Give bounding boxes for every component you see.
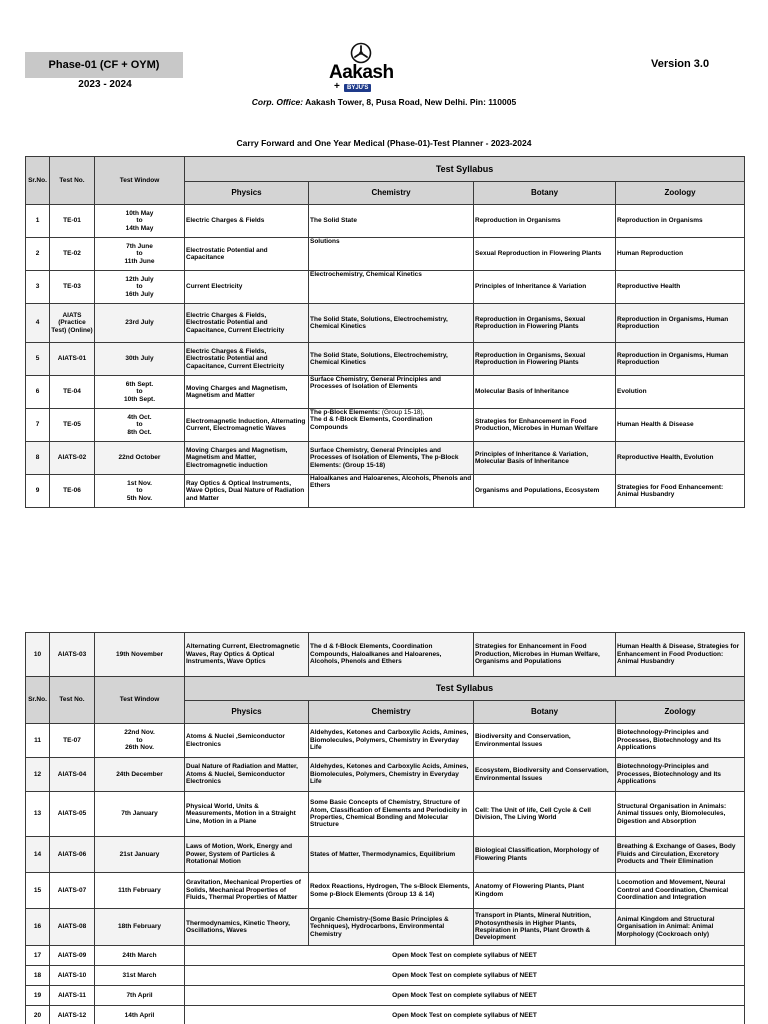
cell-botany: Organisms and Populations, Ecosystem <box>474 475 616 508</box>
cell-srno: 16 <box>26 909 50 946</box>
cell-srno: 10 <box>26 633 50 677</box>
cell-window: 19th November <box>95 633 185 677</box>
cell-window: 22nd October <box>95 442 185 475</box>
col-test-window: Test Window <box>95 157 185 205</box>
cell-chemistry: The d & f-Block Elements, Coordination Compounds, Haloalkanes and Haloarenes, Alcohols, Phenols and Ethers <box>309 633 474 677</box>
cell-test-no: AIATS-05 <box>50 792 95 837</box>
corporate-address <box>0 97 768 107</box>
planner-title: Carry Forward and One Year Medical (Phase-01)-Test Planner - 2023-2024 <box>236 138 532 148</box>
col-srno: Sr.No. <box>26 157 50 205</box>
cell-zoology: Reproduction in Organisms, Human Reproduction <box>616 304 745 343</box>
cell-zoology: Breathing & Exchange of Gases, Body Fluids and Circulation, Excretory Products and Their Elimination <box>616 837 745 873</box>
cell-srno: 11 <box>26 724 50 758</box>
aakash-logo <box>320 42 410 94</box>
cell-test-no: AIATS-09 <box>50 946 95 966</box>
cell-test-no: AIATS-07 <box>50 873 95 909</box>
cell-botany: Strategies for Enhancement in Food Production, Microbes in Human Welfare <box>474 409 616 442</box>
cell-zoology: Human Reproduction <box>616 238 745 271</box>
table-row <box>26 238 745 271</box>
cell-botany: Ecosystem, Biodiversity and Conservation, Environmental Issues <box>474 758 616 792</box>
cell-physics: Electromagnetic Induction, Alternating Current, Electromagnetic Waves <box>185 409 309 442</box>
cell-zoology: Evolution <box>616 376 745 409</box>
cell-srno: 14 <box>26 837 50 873</box>
cell-test-no: AIATS-02 <box>50 442 95 475</box>
cell-srno: 2 <box>26 238 50 271</box>
cell-mock-syllabus: Open Mock Test on complete syllabus of NEET <box>185 966 745 986</box>
cell-window: 1st Nov. to 5th Nov. <box>95 475 185 508</box>
cell-chemistry: The Solid State, Solutions, Electrochemistry, Chemical Kinetics <box>309 304 474 343</box>
cell-chemistry: Redox Reactions, Hydrogen, The s-Block Elements, Some p-Block Elements (Group 13 & 14) <box>309 873 474 909</box>
cell-chemistry: The p-Block Elements: (Group 15-18), The d & f-Block Elements, Coordination Compounds <box>309 409 474 442</box>
cell-window: 24th December <box>95 758 185 792</box>
cell-botany: Reproduction in Organisms, Sexual Reproduction in Flowering Plants <box>474 304 616 343</box>
cell-window: 23rd July <box>95 304 185 343</box>
table-row <box>26 758 745 792</box>
cell-mock-syllabus: Open Mock Test on complete syllabus of NEET <box>185 986 745 1006</box>
col-physics: Physics <box>185 701 309 724</box>
cell-test-no: AIATS-08 <box>50 909 95 946</box>
cell-physics: Electrostatic Potential and Capacitance <box>185 238 309 271</box>
table-row <box>26 304 745 343</box>
cell-test-no: AIATS-10 <box>50 966 95 986</box>
corp-office-address: Aakash Tower, 8, Pusa Road, New Delhi. Pin: 110005 <box>305 97 517 107</box>
cell-chemistry: The Solid State <box>309 205 474 238</box>
cell-window: 10th May to 14th May <box>95 205 185 238</box>
cell-srno: 5 <box>26 343 50 376</box>
cell-srno: 15 <box>26 873 50 909</box>
cell-test-no: AIATS-06 <box>50 837 95 873</box>
col-test-window: Test Window <box>95 677 185 724</box>
cell-test-no: AIATS-12 <box>50 1006 95 1024</box>
col-botany: Botany <box>474 701 616 724</box>
cell-botany: Reproduction in Organisms <box>474 205 616 238</box>
col-botany: Botany <box>474 182 616 205</box>
cell-chemistry: Surface Chemistry, General Principles and Processes of Isolation of Elements, The p-Block Elements: (Group 15-18) <box>309 442 474 475</box>
cell-zoology: Human Health & Disease <box>616 409 745 442</box>
cell-physics: Moving Charges and Magnetism, Magnetism and Matter <box>185 376 309 409</box>
col-test-syllabus: Test Syllabus <box>185 157 745 182</box>
table-row <box>26 409 745 442</box>
cell-srno: 13 <box>26 792 50 837</box>
cell-physics: Dual Nature of Radiation and Matter, Atoms & Nuclei, Semiconductor Electronics <box>185 758 309 792</box>
cell-srno: 20 <box>26 1006 50 1024</box>
col-test-no: Test No. <box>50 157 95 205</box>
cell-botany: Sexual Reproduction in Flowering Plants <box>474 238 616 271</box>
cell-zoology: Strategies for Food Enhancement: Animal Husbandry <box>616 475 745 508</box>
test-planner-table-2 <box>25 632 745 1024</box>
cell-window: 30th July <box>95 343 185 376</box>
cell-botany: Reproduction in Organisms, Sexual Reproduction in Flowering Plants <box>474 343 616 376</box>
table-row <box>26 633 745 677</box>
col-srno: Sr.No. <box>26 677 50 724</box>
cell-chemistry: Electrochemistry, Chemical Kinetics <box>309 271 474 304</box>
cell-srno: 4 <box>26 304 50 343</box>
cell-physics: Physical World, Units & Measurements, Motion in a Straight Line, Motion in a Plane <box>185 792 309 837</box>
cell-botany: Principles of Inheritance & Variation <box>474 271 616 304</box>
table-row <box>26 1006 745 1024</box>
col-chemistry: Chemistry <box>309 182 474 205</box>
cell-botany: Anatomy of Flowering Plants, Plant Kingdom <box>474 873 616 909</box>
cell-botany: Strategies for Enhancement in Food Production, Microbes in Human Welfare, Organisms and Populations <box>474 633 616 677</box>
cell-window: 21st January <box>95 837 185 873</box>
cell-window: 31st March <box>95 966 185 986</box>
cell-physics: Electric Charges & Fields, Electrostatic Potential and Capacitance, Current Electricity <box>185 343 309 376</box>
cell-zoology: Reproduction in Organisms <box>616 205 745 238</box>
cell-physics: Atoms & Nuclei ,Semiconductor Electronics <box>185 724 309 758</box>
cell-srno: 18 <box>26 966 50 986</box>
cell-zoology: Structural Organisation in Animals: Animal tissues only, Biomolecules, Digestion and Absorption <box>616 792 745 837</box>
corp-office-label: Corp. Office: <box>251 97 304 107</box>
cell-zoology: Biotechnology-Principles and Processes, Biotechnology and Its Applications <box>616 758 745 792</box>
logo-plus: + <box>334 81 340 92</box>
cell-srno: 9 <box>26 475 50 508</box>
col-zoology: Zoology <box>616 182 745 205</box>
cell-physics: Current Electricity <box>185 271 309 304</box>
cell-test-no: AIATS-03 <box>50 633 95 677</box>
cell-test-no: AIATS-11 <box>50 986 95 1006</box>
cell-test-no: TE-06 <box>50 475 95 508</box>
cell-chemistry: Some Basic Concepts of Chemistry, Structure of Atom, Classification of Elements and Periodicity in Properties, Chemical Bonding and Molecular Structure <box>309 792 474 837</box>
cell-chemistry: States of Matter, Thermodynamics, Equilibrium <box>309 837 474 873</box>
cell-zoology: Biotechnology-Principles and Processes, Biotechnology and Its Applications <box>616 724 745 758</box>
cell-botany: Principles of Inheritance & Variation, Molecular Basis of Inheritance <box>474 442 616 475</box>
cell-test-no: AIATS-01 <box>50 343 95 376</box>
cell-window: 6th Sept. to 10th Sept. <box>95 376 185 409</box>
cell-test-no: TE-05 <box>50 409 95 442</box>
col-test-syllabus: Test Syllabus <box>185 677 745 701</box>
table-row <box>26 205 745 238</box>
table-row <box>26 271 745 304</box>
cell-window: 7th June to 11th June <box>95 238 185 271</box>
table-row <box>26 873 745 909</box>
cell-srno: 3 <box>26 271 50 304</box>
cell-test-no: TE-07 <box>50 724 95 758</box>
cell-window: 22nd Nov. to 26th Nov. <box>95 724 185 758</box>
cell-test-no: AIATS-04 <box>50 758 95 792</box>
cell-physics: Ray Optics & Optical Instruments, Wave Optics, Dual Nature of Radiation and Matter <box>185 475 309 508</box>
table-row <box>26 343 745 376</box>
logo-wordmark: Aakash <box>329 62 394 83</box>
cell-physics: Alternating Current, Electromagnetic Waves, Ray Optics & Optical Instruments, Wave Optics <box>185 633 309 677</box>
table-row <box>26 792 745 837</box>
academic-year: 2023 - 2024 <box>78 79 132 90</box>
cell-test-no: TE-02 <box>50 238 95 271</box>
table-row <box>26 376 745 409</box>
cell-chemistry: Solutions <box>309 238 474 271</box>
cell-srno: 6 <box>26 376 50 409</box>
table-row <box>26 837 745 873</box>
table-row <box>26 966 745 986</box>
col-zoology: Zoology <box>616 701 745 724</box>
cell-zoology: Reproduction in Organisms, Human Reproduction <box>616 343 745 376</box>
cell-physics: Electric Charges & Fields, Electrostatic Potential and Capacitance, Current Electricity <box>185 304 309 343</box>
logo-byjus: BYJU'S <box>344 84 371 92</box>
cell-botany: Cell: The Unit of life, Cell Cycle & Cell Division, The Living World <box>474 792 616 837</box>
col-test-no: Test No. <box>50 677 95 724</box>
cell-window: 4th Oct. to 8th Oct. <box>95 409 185 442</box>
cell-botany: Transport in Plants, Mineral Nutrition, Photosynthesis in Higher Plants, Respiration in Plants, Plant Growth & Development <box>474 909 616 946</box>
col-physics: Physics <box>185 182 309 205</box>
cell-window: 24th March <box>95 946 185 966</box>
cell-window: 7th January <box>95 792 185 837</box>
phase-label: Phase-01 (CF + OYM) <box>25 52 183 78</box>
cell-physics: Moving Charges and Magnetism, Magnetism and Matter, Electromagnetic induction <box>185 442 309 475</box>
cell-window: 14th April <box>95 1006 185 1024</box>
cell-test-no: TE-01 <box>50 205 95 238</box>
cell-srno: 19 <box>26 986 50 1006</box>
table-row <box>26 442 745 475</box>
cell-srno: 1 <box>26 205 50 238</box>
cell-chemistry: Surface Chemistry, General Principles and Processes of Isolation of Elements <box>309 376 474 409</box>
cell-chemistry: Aldehydes, Ketones and Carboxylic Acids, Amines, Biomolecules, Polymers, Chemistry in Everyday Life <box>309 758 474 792</box>
cell-physics: Gravitation, Mechanical Properties of Solids, Mechanical Properties of Fluids, Thermal Properties of Matter <box>185 873 309 909</box>
cell-zoology: Reproductive Health <box>616 271 745 304</box>
cell-chemistry: Haloalkanes and Haloarenes, Alcohols, Phenols and Ethers <box>309 475 474 508</box>
cell-botany: Biodiversity and Conservation, Environmental Issues <box>474 724 616 758</box>
cell-window: 11th February <box>95 873 185 909</box>
version-label: Version 3.0 <box>651 58 710 70</box>
test-planner-table-1 <box>25 156 745 508</box>
cell-zoology: Reproductive Health, Evolution <box>616 442 745 475</box>
cell-botany: Molecular Basis of Inheritance <box>474 376 616 409</box>
cell-test-no: AIATS (Practice Test) (Online) <box>50 304 95 343</box>
cell-zoology: Animal Kingdom and Structural Organisation in Animal: Animal Morphology (Cockroach only) <box>616 909 745 946</box>
cell-window: 12th July to 16th July <box>95 271 185 304</box>
cell-srno: 8 <box>26 442 50 475</box>
cell-zoology: Locomotion and Movement, Neural Control and Coordination, Chemical Coordination and Integration <box>616 873 745 909</box>
cell-mock-syllabus: Open Mock Test on complete syllabus of NEET <box>185 1006 745 1024</box>
table-row <box>26 724 745 758</box>
cell-botany: Biological Classification, Morphology of Flowering Plants <box>474 837 616 873</box>
cell-physics: Thermodynamics, Kinetic Theory, Oscillations, Waves <box>185 909 309 946</box>
table-row <box>26 986 745 1006</box>
cell-test-no: TE-03 <box>50 271 95 304</box>
cell-physics: Electric Charges & Fields <box>185 205 309 238</box>
cell-test-no: TE-04 <box>50 376 95 409</box>
table-row <box>26 909 745 946</box>
cell-chemistry: The Solid State, Solutions, Electrochemistry, Chemical Kinetics <box>309 343 474 376</box>
cell-zoology: Human Health & Disease, Strategies for Enhancement in Food Production: Animal Husbandry <box>616 633 745 677</box>
cell-window: 18th February <box>95 909 185 946</box>
table-row <box>26 946 745 966</box>
cell-srno: 7 <box>26 409 50 442</box>
cell-window: 7th April <box>95 986 185 1006</box>
col-chemistry: Chemistry <box>309 701 474 724</box>
cell-mock-syllabus: Open Mock Test on complete syllabus of NEET <box>185 946 745 966</box>
cell-srno: 12 <box>26 758 50 792</box>
cell-chemistry: Organic Chemistry-(Some Basic Principles & Techniques), Hydrocarbons, Environmental Chemistry <box>309 909 474 946</box>
cell-physics: Laws of Motion, Work, Energy and Power, System of Particles & Rotational Motion <box>185 837 309 873</box>
cell-chemistry: Aldehydes, Ketones and Carboxylic Acids, Amines, Biomolecules, Polymers, Chemistry in Everyday Life <box>309 724 474 758</box>
aakash-emblem-icon <box>350 42 372 64</box>
table-row <box>26 475 745 508</box>
cell-srno: 17 <box>26 946 50 966</box>
